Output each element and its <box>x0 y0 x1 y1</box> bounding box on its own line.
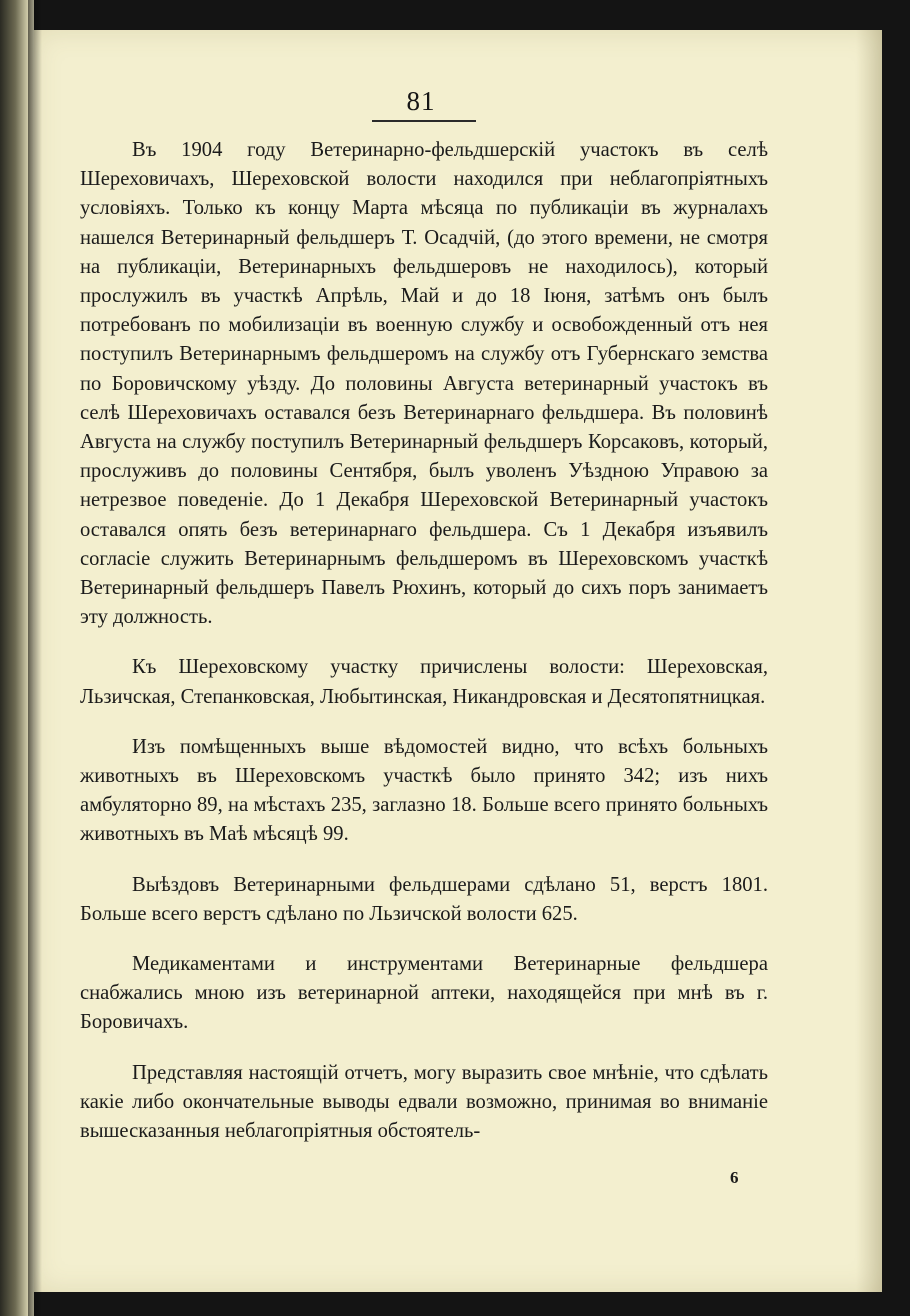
page-number-rule <box>372 120 476 122</box>
paragraph-medicine-supply: Медикаментами и инструментами Ветеринарные фельдшера снабжались мною изъ ветеринарной аптеки, находящейся при мнѣ въ г. Боровичахъ. <box>80 953 768 1034</box>
page-number: 81 <box>406 86 436 116</box>
paragraph-district-volosts: Къ Шереховскому участку причислены волости: Шереховская, Льзичская, Степанковская, Любытинская, Никандровская и Десятопятницкая. <box>80 656 768 708</box>
paragraph-animal-statistics: Изъ помѣщенныхъ выше вѣдомостей видно, что всѣхъ больныхъ животныхъ въ Шереховскомъ участкѣ было принято 342; изъ нихъ амбуляторно 89, на мѣстахъ 235, заглазно 18. Больше всего принято больныхъ животныхъ въ Маѣ мѣсяцѣ 99. <box>80 735 768 846</box>
binding-shadow <box>28 0 42 1316</box>
body-text <box>80 136 768 1146</box>
paragraph-sherekhovichi-history: Въ 1904 году Ветеринарно-фельдшерскій участокъ въ селѣ Шереховичахъ, Шереховской волости находился при неблагопріятныхъ условіяхъ. Только къ концу Марта мѣсяца по публикаціи въ журналахъ нашелся Ветеринарный фельдшеръ Т. Осадчій, (до этого времени, не смотря на публикаціи, Ветеринарныхъ фельдшеровъ не находилось), который прослужилъ въ участкѣ Апрѣль, Май и до 18 Іюня, затѣмъ онъ былъ потребованъ по мобилизаціи въ военную службу и освобожденный отъ нея поступилъ Ветеринарнымъ фельдшеромъ на службу отъ Губернскаго земства по Боровичскому уѣзду. До половины Августа ветеринарный участокъ въ селѣ Шереховичахъ оставался безъ Ветеринарнаго фельдшера. Въ половинѣ Августа на службу поступилъ Ветеринарный фельдшеръ Корсаковъ, который, прослуживъ до половины Сентября, былъ уволенъ Уѣздною Управою за нетрезвое поведеніе. До 1 Декабря Шереховской Ветеринарный участокъ оставался опять безъ ветеринарнаго фельдшера. Съ 1 Декабря изъявилъ согласіе служить Ветеринарнымъ фельдшеромъ въ Шереховскомъ участкѣ Ветеринарный фельдшеръ Павелъ Рюхинъ, который до сихъ поръ занимаетъ эту должность. <box>80 139 768 629</box>
page-edge-shadow <box>856 30 882 1292</box>
paragraph-conclusion: Представляя настоящій отчетъ, могу выразить свое мнѣніе, что сдѣлать какіе либо окончательные выводы едвали возможно, принимая во вниманіе вышесказанныя неблагопріятныя обстоятель- <box>80 1061 768 1143</box>
printer-signature-mark: 6 <box>730 1168 739 1187</box>
paragraph-trips-statistics: Выѣздовъ Ветеринарными фельдшерами сдѣлано 51, верстъ 1801. Больше всего верстъ сдѣлано по Льзичской волости 625. <box>80 873 768 925</box>
